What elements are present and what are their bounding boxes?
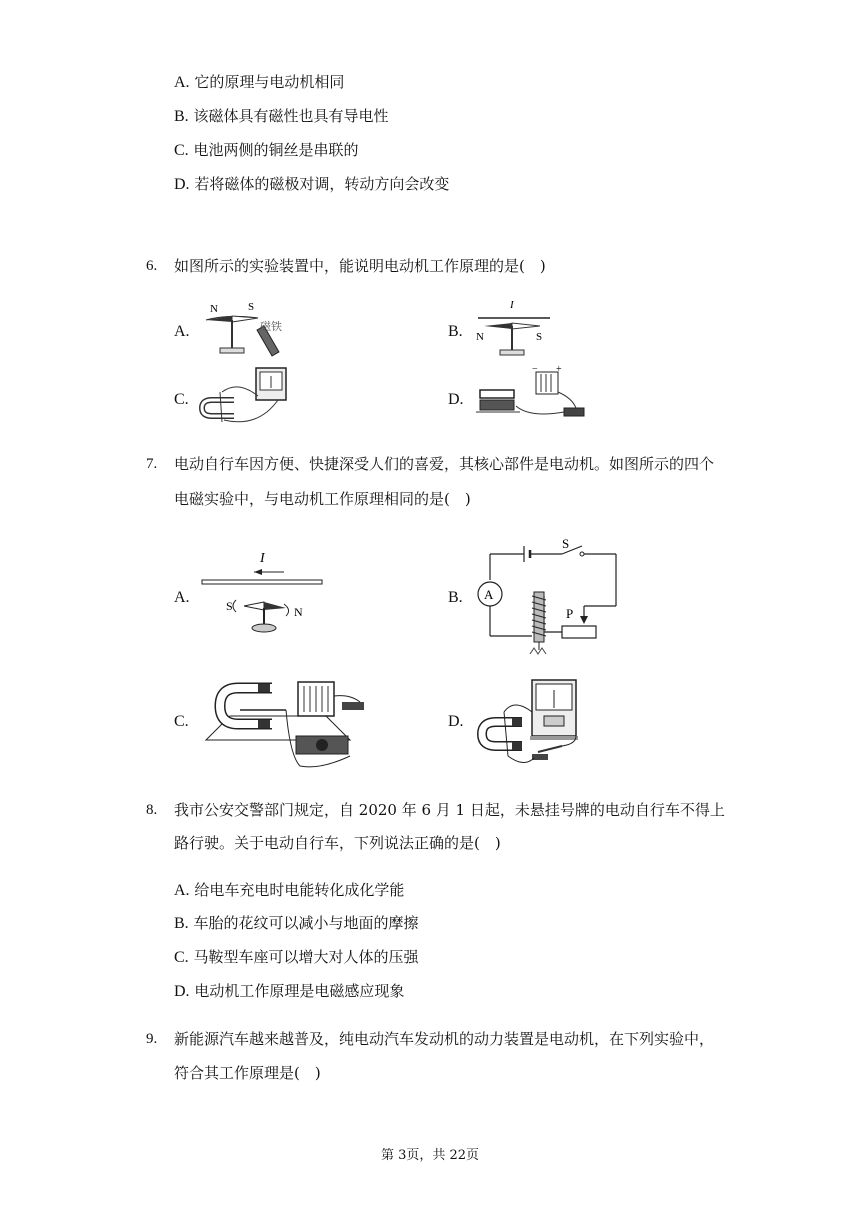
q5-option-b: B. 该磁体具有磁性也具有导电性: [174, 107, 389, 125]
q6-option-d-label: D.: [448, 391, 464, 408]
q8-stem-line-2: 路行驶。关于电动自行车，下列说法正确的是( ): [174, 834, 501, 852]
q7-a-s-label: S: [226, 599, 233, 613]
q6-figure-b-oersted: [474, 296, 554, 360]
q7-option-a-label: A.: [174, 589, 190, 606]
q6-b-current-label: I: [510, 299, 514, 311]
q5-option-a: A. 它的原理与电动机相同: [174, 73, 345, 91]
q8-number: 8.: [146, 802, 158, 818]
q7-option-d-label: D.: [448, 713, 464, 730]
q6-b-s-label: S: [536, 331, 543, 343]
q7-figure-c-motor-apparatus: [200, 676, 380, 772]
q6-d-minus: −: [532, 364, 538, 375]
q6-figure-a-compass-magnet: [198, 296, 308, 360]
q5-option-d: D. 若将磁体的磁极对调，转动方向会改变: [174, 175, 450, 193]
q6-a-n-label: N: [210, 303, 218, 315]
q7-number: 7.: [146, 456, 158, 472]
q7-b-slider-label: P: [566, 606, 574, 621]
q6-a-magnet-label: 磁铁: [260, 321, 282, 333]
q6-b-n-label: N: [476, 331, 484, 343]
q6-number: 6.: [146, 258, 158, 274]
q6-stem: 如图所示的实验装置中，能说明电动机工作原理的是( ): [174, 257, 546, 275]
q9-stem-line-1: 新能源汽车越来越普及，纯电动汽车发动机的动力装置是电动机，在下列实验中，: [174, 1030, 715, 1048]
q7-stem-line-1: 电动自行车因方便、快捷深受人们的喜爱，其核心部件是电动机。如图所示的四个: [174, 455, 715, 473]
q7-option-b-label: B.: [448, 589, 463, 606]
q8-option-c: C. 马鞍型车座可以增大对人体的压强: [174, 948, 419, 966]
q7-stem-line-2: 电磁实验中，与电动机工作原理相同的是( ): [174, 490, 471, 508]
q6-d-plus: +: [556, 364, 562, 375]
q9-stem-line-2: 符合其工作原理是( ): [174, 1064, 321, 1082]
q6-figure-d-motor: [472, 362, 592, 424]
q8-option-a: A. 给电车充电时电能转化成化学能: [174, 881, 405, 899]
q8-stem-line-1: 我市公安交警部门规定，自 2020 年 6 月 1 日起，未悬挂号牌的电动自行车不得上: [174, 801, 725, 819]
q8-option-d: D. 电动机工作原理是电磁感应现象: [174, 982, 405, 1000]
q7-a-n-label: N: [294, 605, 303, 619]
q7-option-c-label: C.: [174, 713, 189, 730]
page-footer: 第 3页，共 22页: [380, 1148, 480, 1163]
q8-option-b: B. 车胎的花纹可以减小与地面的摩擦: [174, 914, 419, 932]
q7-b-ammeter-label: A: [484, 587, 494, 602]
q5-option-c: C. 电池两侧的铜丝是串联的: [174, 141, 359, 159]
q6-figure-c-induction: [198, 362, 294, 424]
q7-b-switch-label: S: [562, 536, 570, 551]
q6-option-c-label: C.: [174, 391, 189, 408]
q7-figure-d-induction: [474, 672, 584, 770]
q6-option-b-label: B.: [448, 323, 463, 340]
q7-figure-a-oersted: [200, 544, 324, 634]
q7-figure-b-electromagnet-circuit: [470, 536, 630, 660]
q7-a-current-label: I: [260, 551, 265, 566]
q6-option-a-label: A.: [174, 323, 190, 340]
q6-a-s-label: S: [248, 301, 255, 313]
q9-number: 9.: [146, 1031, 158, 1047]
